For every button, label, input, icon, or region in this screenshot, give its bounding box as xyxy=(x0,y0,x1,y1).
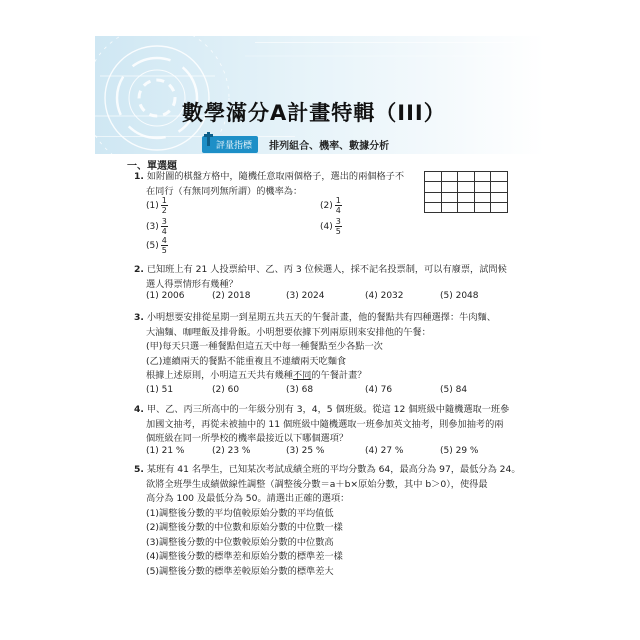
q4-option-3: (3) 25 % xyxy=(286,446,325,456)
question-3: 3. 小明想要安排從星期一到星期五共五天的午餐計畫，他的餐點共有四種選擇：牛肉麵、 大滷麵、咖哩飯及排骨飯。小明想要依據下列兩原則來安排他的午餐： (甲)每天只選一種餐點但這五天中每一種餐點至少各點一次 (乙)連續兩天的餐點不能重複且不連續兩天吃麵食 根據上述原則，小明這五天共有幾種不同的午餐計畫？ xyxy=(134,312,496,381)
q2-option-3: (3) 2024 xyxy=(286,291,325,301)
q5-option-4: (4)調整後分數的標準差和原始分數的標準差一樣 xyxy=(146,551,343,562)
question-1: 1. 如附圖的棋盤方格中，隨機任意取兩個格子，選出的兩個格子不 在同行（有無同列無所謂）的機率為： xyxy=(134,171,405,197)
question-4: 4. 甲、乙、丙三所高中的一年級分別有 3，4，5 個班級。從這 12 個班級中隨機選取一班參 加國文抽考，再從未被抽中的 11 個班級中隨機選取一班參加英文抽考，則參加抽考的兩 個班級在同一所學校的機率最接近以下哪個選項？ xyxy=(134,404,510,444)
q3-option-5: (5) 84 xyxy=(440,385,468,395)
q5-option-1: (1)調整後分數的平均值較原始分數的平均值低 xyxy=(146,507,334,519)
q1-option-2: (2) $\frac{1}{4}$ xyxy=(320,196,341,215)
q3-option-2: (2) 60 xyxy=(212,385,240,395)
q3-option-1: (1) 51 xyxy=(146,385,174,395)
q3-option-3: (3) 68 xyxy=(286,385,314,395)
q4-option-5: (5) 29 % xyxy=(440,446,479,456)
q3-option-4: (4) 76 xyxy=(365,385,393,395)
indicator-badge: 評量指標 xyxy=(202,136,258,153)
flag-icon xyxy=(204,132,213,146)
q4-option-2: (2) 23 % xyxy=(212,446,251,456)
q2-option-2: (2) 2018 xyxy=(212,291,251,301)
question-5: 5. 某班有 41 名學生，已知某次考試成績全班的平均分數為 64，最高分為 97，最低分為 24。 欲將全班學生成績做線性調整（調整後分數＝a＋b×原始分數，其中 b＞0），使得最 高分為 100 及最低分為 50。請選出正確的選項： (1)調整後分數的平均值較原始分數的平均值低 (2)調整後分數的中位數和原始分數的中位數一樣 (3)調整後分數的中位數較原始分數的中位數高 (4)調整後分數的標準差和原始分數的標準差一樣 (5)調整後分數的標準差較原始分數的標準差大 xyxy=(134,463,521,579)
q1-option-4: (4) $\frac{3}{5}$ xyxy=(320,217,341,236)
q2-option-1: (1) 2006 xyxy=(146,291,185,301)
q2-option-4: (4) 2032 xyxy=(365,291,404,301)
page-title: 數學滿分A計畫特輯（III） xyxy=(182,101,446,125)
q2-option-5: (5) 2048 xyxy=(440,291,479,301)
q1-option-3: (3) $\frac{3}{4}$ xyxy=(146,217,167,236)
q5-option-2: (2)調整後分數的中位數和原始分數的中位數一樣 xyxy=(146,522,343,533)
q5-option-3: (3)調整後分數的中位數較原始分數的中位數高 xyxy=(146,536,334,548)
section-heading: 一、單選題 xyxy=(127,161,177,172)
q1-option-1: (1) $\frac{1}{2}$ xyxy=(146,196,167,215)
q4-option-1: (1) 21 % xyxy=(146,446,185,456)
question-2: 2. 已知班上有 21 人投票給甲、乙、丙 3 位候選人，採不記名投票制，可以有廢票，試問候 選人得票情形有幾種？ xyxy=(134,264,507,290)
indicator xyxy=(202,134,389,152)
q5-option-5: (5)調整後分數的標準差較原始分數的標準差大 xyxy=(146,565,334,577)
indicator-text: 排列組合、機率、數據分析 xyxy=(269,141,390,152)
chessboard-grid xyxy=(424,171,508,213)
q1-option-5: (5) $\frac{4}{5}$ xyxy=(146,236,167,255)
q4-option-4: (4) 27 % xyxy=(365,446,404,456)
